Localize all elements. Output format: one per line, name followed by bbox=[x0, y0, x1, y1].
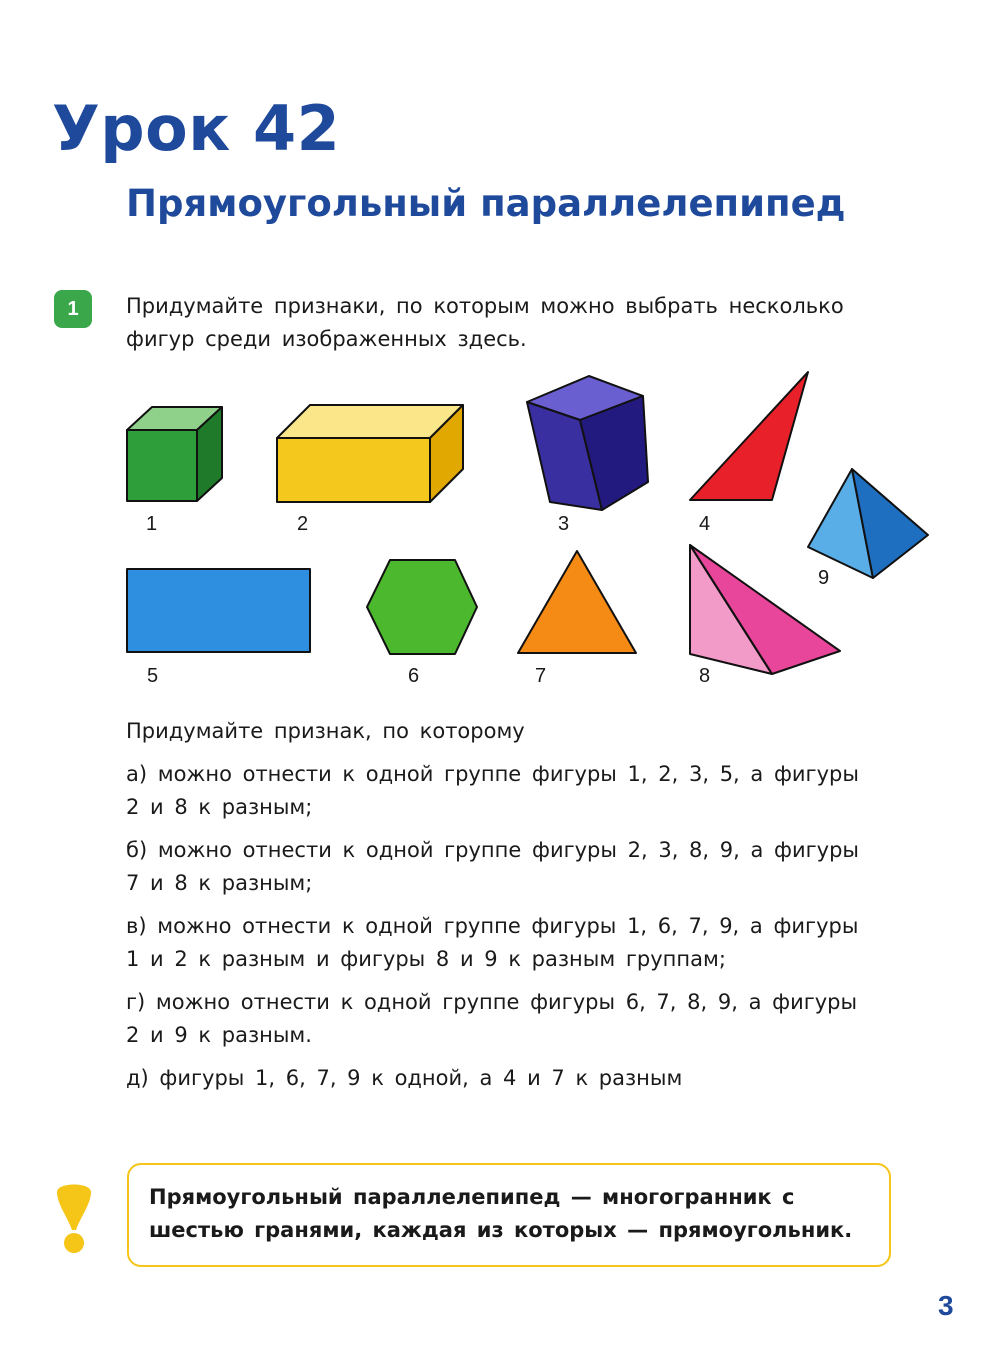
figure-label: 3 bbox=[558, 513, 570, 535]
figure-7-triangle bbox=[518, 551, 636, 653]
question-list bbox=[126, 758, 866, 1105]
figure-6-hexagon bbox=[367, 560, 477, 654]
question-lead: Придумайте признак, по которому bbox=[126, 719, 525, 743]
figure-label: 6 bbox=[408, 665, 420, 687]
figure-label: 1 bbox=[146, 513, 158, 535]
page-number: 3 bbox=[938, 1290, 954, 1321]
figure-4-triangle bbox=[690, 372, 808, 500]
figure-9-pyramid bbox=[808, 469, 928, 578]
figure-label: 8 bbox=[699, 665, 711, 687]
task-intro: Придумайте признаки, по которым можно выбрать несколько фигур среди изображенных здесь. bbox=[126, 294, 844, 351]
definition-text: Прямоугольный параллелепипед — многогранник с шестью гранями, каждая из которых — прямоугольник. bbox=[149, 1185, 853, 1242]
question-item: а) можно отнести к одной группе фигуры 1, 2, 3, 5, а фигуры 2 и 8 к разным; bbox=[126, 762, 859, 819]
figure-1-cube bbox=[127, 407, 222, 501]
figure-5-rectangle bbox=[127, 569, 310, 652]
topic-title: Прямоугольный параллелепипед bbox=[126, 182, 846, 225]
definition-box bbox=[127, 1163, 891, 1267]
task-number-badge: 1 bbox=[54, 290, 92, 328]
figures-illustration bbox=[0, 360, 1000, 700]
figure-3-prism bbox=[527, 376, 648, 510]
figure-label: 2 bbox=[297, 513, 309, 535]
question-item: б) можно отнести к одной группе фигуры 2, 3, 8, 9, а фигуры 7 и 8 к разным; bbox=[126, 838, 860, 895]
figure-label: 9 bbox=[818, 567, 830, 589]
lesson-title: Урок 42 bbox=[52, 92, 341, 165]
figure-label: 7 bbox=[535, 665, 547, 687]
question-item: д) фигуры 1, 6, 7, 9 к одной, а 4 и 7 к разным bbox=[126, 1066, 683, 1090]
figure-label: 4 bbox=[699, 513, 711, 535]
question-item: в) можно отнести к одной группе фигуры 1, 6, 7, 9, а фигуры 1 и 2 к разным и фигуры 8 и 9 к разным группам; bbox=[126, 914, 859, 971]
figure-8-pyramid bbox=[690, 545, 840, 674]
exclamation-hint-icon bbox=[54, 1178, 94, 1254]
question-item: г) можно отнести к одной группе фигуры 6, 7, 8, 9, а фигуры 2 и 9 к разным. bbox=[126, 990, 858, 1047]
figure-label: 5 bbox=[147, 665, 159, 687]
figure-2-box bbox=[277, 405, 463, 502]
